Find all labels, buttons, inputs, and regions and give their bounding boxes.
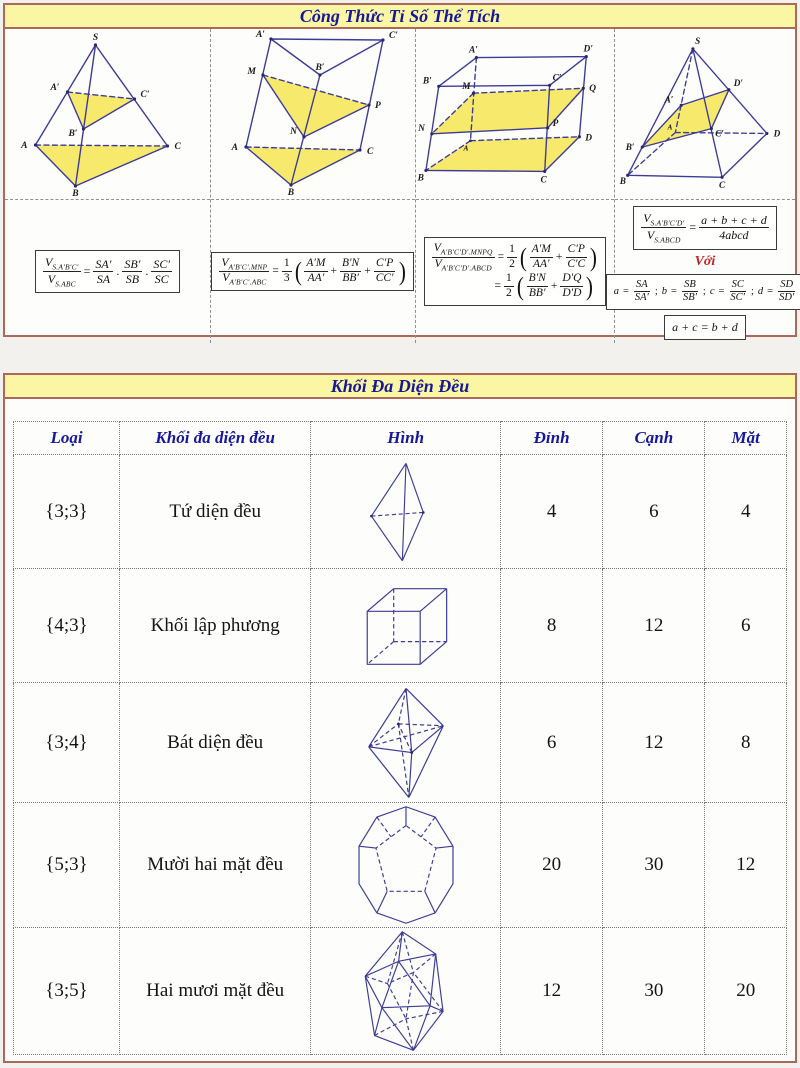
vertex-label-d: D bbox=[773, 128, 781, 139]
header-name: Khối đa diện đều bbox=[120, 422, 311, 455]
vertex-label-a: A bbox=[231, 143, 238, 153]
vertex-label-b1: B′ bbox=[625, 142, 635, 153]
cell-vertices: 20 bbox=[500, 803, 602, 928]
cell-type: {3;4} bbox=[14, 683, 120, 803]
vertex-label-p: P bbox=[552, 118, 559, 129]
vertex-label-a1: A′ bbox=[255, 30, 265, 40]
with-label: Với bbox=[694, 253, 716, 269]
vertex-label-d1: D′ bbox=[733, 77, 743, 88]
table-row-icosahedron bbox=[14, 928, 787, 1055]
vertex-label-b1: B′ bbox=[68, 129, 78, 139]
polyhedra-table-wrap bbox=[5, 399, 795, 1059]
vertex-label-c1: C′ bbox=[715, 128, 724, 139]
vertex-label-b: B bbox=[619, 176, 626, 187]
icosahedron-figure bbox=[357, 928, 455, 1054]
cell-edges: 30 bbox=[603, 928, 705, 1055]
vertex-label-b: B bbox=[287, 188, 295, 198]
cell-edges: 12 bbox=[603, 569, 705, 683]
cell-figure bbox=[311, 803, 501, 928]
header-figure: Hình bbox=[311, 422, 501, 455]
octahedron-figure bbox=[362, 685, 450, 801]
cell-faces: 6 bbox=[705, 569, 787, 683]
vertex-label-d1: D′ bbox=[583, 44, 593, 55]
cell-type: {5;3} bbox=[14, 803, 120, 928]
cell-type: {4;3} bbox=[14, 569, 120, 683]
formula-panels bbox=[5, 29, 795, 335]
quad-pyramid-cross-section-figure bbox=[615, 29, 795, 200]
cell-edges: 30 bbox=[603, 803, 705, 928]
formula-box-pyramid-ratio: $V_{S.A'B'C'}$ $V_{S.ABC}$ = $\frac{SA'}{SA}$ . SB′ SB . SC′ SC bbox=[35, 250, 180, 294]
cell-name: Hai mươi mặt đều bbox=[120, 928, 311, 1055]
cell-faces: 8 bbox=[705, 683, 787, 803]
panel-parallelepiped-ratio bbox=[416, 29, 615, 343]
cell-figure bbox=[311, 569, 501, 683]
volume-ratio-section bbox=[3, 3, 797, 337]
cell-figure bbox=[311, 683, 501, 803]
header-edges: Cạnh bbox=[603, 422, 705, 455]
formula-box-prism-ratio: $V_{A'B'C'.MNP}$ $V_{A'B'C'.ABC}$ = $\frac{1}{3}$ ( A′M AA′ + $\frac{B'N}{BB'}$ + $\frac{C'P}{CC'}$ ) bbox=[211, 252, 414, 292]
formula-box-definitions: a = $\frac{SA}{SA'}$ ; b = $\frac{SB}{SB'}$ ; c = $\frac{SC}{SC'}$ ; d = $\frac{SD}{SD'}$ bbox=[606, 274, 800, 310]
vertex-label-a: A bbox=[21, 141, 28, 151]
cell-type: {3;3} bbox=[14, 455, 120, 569]
polyhedra-table bbox=[13, 421, 787, 1055]
cell-figure bbox=[311, 455, 501, 569]
cell-edges: 6 bbox=[603, 455, 705, 569]
parallelepiped-cross-section-figure bbox=[416, 29, 614, 200]
panel-tetrahedron-ratio bbox=[5, 29, 211, 343]
vertex-label-p: P bbox=[374, 101, 381, 111]
cell-name: Mười hai mặt đều bbox=[120, 803, 311, 928]
vertex-label-s: S bbox=[92, 33, 99, 43]
vertex-label-s: S bbox=[695, 35, 701, 46]
vertex-label-a: A bbox=[463, 143, 469, 153]
cell-type: {3;5} bbox=[14, 928, 120, 1055]
formula-area-3 bbox=[416, 200, 614, 343]
vertex-label-c1: C′ bbox=[388, 31, 398, 41]
vertex-label-c: C bbox=[174, 142, 181, 152]
section1-title: Công Thức Tỉ Số Thể Tích bbox=[5, 5, 795, 29]
table-row-cube bbox=[14, 569, 787, 683]
formula-area-4 bbox=[615, 200, 795, 343]
vertex-label-q: Q bbox=[589, 84, 596, 95]
vertex-label-c: C bbox=[540, 175, 547, 186]
formula-box-quad-pyramid-ratio: $V_{S.A'B'C'D'}$ $V_{S.ABCD}$ = a + b + c + d 4abcd bbox=[633, 206, 777, 250]
table-row-dodecahedron bbox=[14, 803, 787, 928]
cell-vertices: 4 bbox=[500, 455, 602, 569]
cell-faces: 12 bbox=[705, 803, 787, 928]
prism-cross-section-figure bbox=[211, 29, 415, 200]
vertex-label-d: D bbox=[585, 133, 592, 144]
vertex-label-n: N bbox=[418, 123, 425, 134]
vertex-label-b1: B′ bbox=[422, 76, 432, 87]
panel-prism-ratio bbox=[211, 29, 416, 343]
header-faces: Mặt bbox=[705, 422, 787, 455]
vertex-label-c: C bbox=[366, 147, 374, 157]
formula-area-2 bbox=[211, 200, 415, 343]
vertex-label-b: B bbox=[417, 173, 424, 184]
formula-area-1 bbox=[5, 200, 210, 343]
formula-box-parallelepiped-ratio: $V_{A'B'C'D'.MNPQ}$ $V_{A'B'C'D'.ABCD}$ = $\frac{1}{2}$ ( A′M AA′ + $\frac{C'P}{C'C}$ ) = $\frac{1}{2}$ ( B′N BB′ + $\frac{D'Q}{D'D}$ ) bbox=[424, 237, 606, 305]
regular-polyhedra-section bbox=[3, 373, 797, 1063]
vertex-label-a: A bbox=[667, 122, 673, 132]
vertex-label-a1: A′ bbox=[50, 83, 60, 93]
dodecahedron-figure bbox=[353, 803, 459, 927]
tetrahedron-figure bbox=[365, 458, 447, 566]
cell-vertices: 6 bbox=[500, 683, 602, 803]
vertex-label-a1: A′ bbox=[664, 94, 674, 105]
cell-edges: 12 bbox=[603, 683, 705, 803]
vertex-label-c1: C′ bbox=[140, 90, 150, 100]
header-vertices: Đỉnh bbox=[500, 422, 602, 455]
cell-name: Bát diện đều bbox=[120, 683, 311, 803]
table-header-row bbox=[14, 422, 787, 455]
cell-faces: 20 bbox=[705, 928, 787, 1055]
vertex-label-b1: B′ bbox=[315, 63, 325, 73]
vertex-label-m: M bbox=[247, 67, 256, 77]
vertex-label-c1: C′ bbox=[552, 73, 562, 84]
cell-name: Khối lập phương bbox=[120, 569, 311, 683]
panel-quad-pyramid-ratio bbox=[615, 29, 795, 343]
tetrahedron-cross-section-figure bbox=[5, 29, 210, 200]
table-row-tetrahedron bbox=[14, 455, 787, 569]
table-row-octahedron bbox=[14, 683, 787, 803]
cell-vertices: 12 bbox=[500, 928, 602, 1055]
vertex-label-m: M bbox=[461, 82, 471, 93]
formula-box-identity: a + c = b + d bbox=[664, 315, 746, 340]
cell-faces: 4 bbox=[705, 455, 787, 569]
vertex-label-c: C bbox=[718, 179, 726, 190]
cube-figure bbox=[354, 581, 458, 671]
vertex-label-b: B bbox=[72, 189, 79, 199]
cell-name: Tứ diện đều bbox=[120, 455, 311, 569]
vertex-label-a1: A′ bbox=[468, 45, 478, 56]
cell-figure bbox=[311, 928, 501, 1055]
section2-title: Khối Đa Diện Đều bbox=[5, 375, 795, 399]
header-type: Loại bbox=[14, 422, 120, 455]
vertex-label-n: N bbox=[290, 127, 297, 137]
cell-vertices: 8 bbox=[500, 569, 602, 683]
